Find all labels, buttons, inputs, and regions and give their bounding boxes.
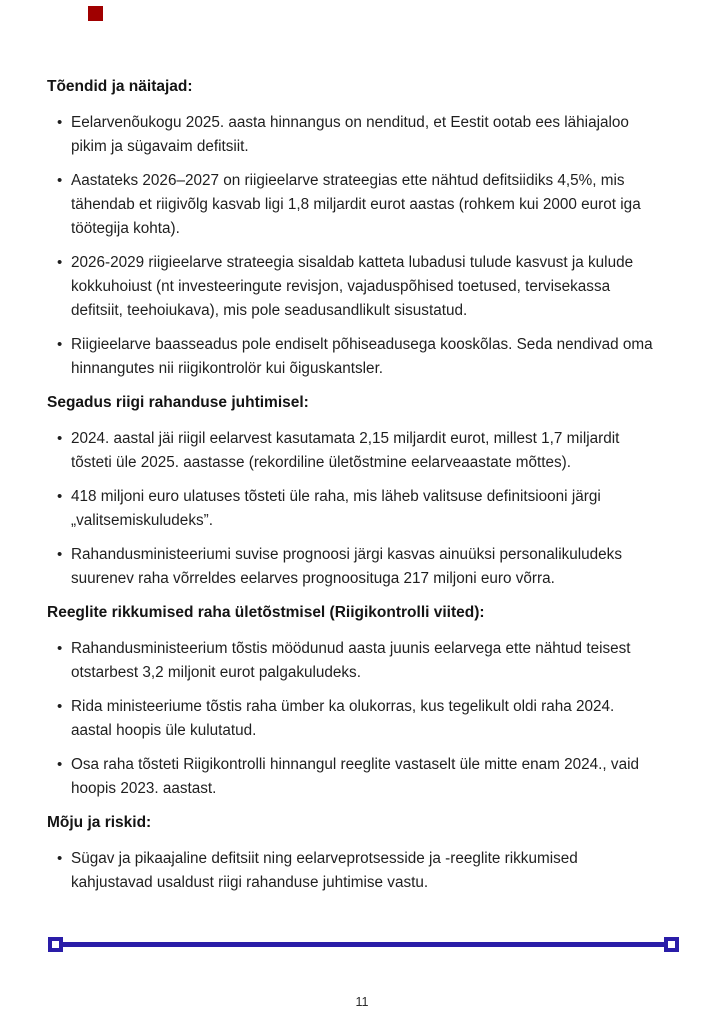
bullet-item: • Riigieelarve baasseadus pole endiselt põhiseadusega kooskõlas. Seda nendivad oma hinnangutes nii riigikontrolör kui õiguskantsler. — [47, 333, 659, 381]
document-content — [47, 75, 674, 905]
page-number: 11 — [355, 995, 369, 1009]
bullet-item: • Sügav ja pikaajaline defitsiit ning eelarveprotsesside ja -reeglite rikkumised kahjustavad usaldust riigi rahanduse juhtimise vastu. — [47, 847, 659, 895]
bullet-list — [47, 847, 674, 895]
section-heading: Tõendid ja näitajad: — [47, 78, 193, 95]
divider — [0, 937, 724, 952]
divider-line — [55, 942, 669, 947]
divider-end-right-square — [664, 937, 679, 952]
bullet-list — [47, 637, 674, 801]
bullet-item: • 2026-2029 riigieelarve strateegia sisaldab katteta lubadusi tulude kasvust ja kulude kokkuhoiust (nt investeeringute revisjon, vajaduspõhised toetused, tervisekassa defitsiit, teehoiukava), mis pole seadusandlikult sisustatud. — [47, 251, 659, 323]
section-heading: Reeglite rikkumised raha ületõstmisel (Riigikontrolli viited): — [47, 604, 485, 621]
bullet-item: • 418 miljoni euro ulatuses tõsteti üle raha, mis läheb valitsuse definitsiooni järgi „valitsemiskuludeks”. — [47, 485, 659, 533]
bullet-item: • Aastateks 2026–2027 on riigieelarve strateegias ette nähtud defitsiidiks 4,5%, mis tähendab et riigivõlg kasvab ligi 1,8 miljardit eurot aastas (rohkem kui 2000 eurot iga töötegija kohta). — [47, 169, 659, 241]
bullet-item: • Eelarvenõukogu 2025. aasta hinnangus on nenditud, et Eestit ootab ees lähiajaloo pikim ja sügavaim defitsiit. — [47, 111, 659, 159]
bullet-list — [47, 111, 674, 381]
section-heading: Segadus riigi rahanduse juhtimisel: — [47, 394, 309, 411]
bullet-item: • Rahandusministeerium tõstis möödunud aasta juunis eelarvega ette nähtud teisest otstarbest 3,2 miljonit eurot palgakuludeks. — [47, 637, 659, 685]
sections — [47, 75, 674, 895]
divider-end-left-square — [48, 937, 63, 952]
section-heading: Mõju ja riskid: — [47, 814, 152, 831]
bullet-item: • Rahandusministeeriumi suvise prognoosi järgi kasvas ainuüksi personalikuludeks suurenev raha võrreldes eelarves prognoosituga 217 miljoni euro võrra. — [47, 543, 659, 591]
bullet-item: • Osa raha tõsteti Riigikontrolli hinnangul reeglite vastaselt üle mitte enam 2024., vaid hoopis 2023. aastast. — [47, 753, 659, 801]
bullet-item: • 2024. aastal jäi riigil eelarvest kasutamata 2,15 miljardit eurot, millest 1,7 miljardit tõsteti üle 2025. aastasse (rekordiline ületõstmine eelarveaastate mõttes). — [47, 427, 659, 475]
red-square-marker — [88, 6, 103, 21]
bullet-item: • Rida ministeeriume tõstis raha ümber ka olukorras, kus tegelikult oldi raha 2024. aastal hoopis üle kulutatud. — [47, 695, 659, 743]
bullet-list — [47, 427, 674, 591]
